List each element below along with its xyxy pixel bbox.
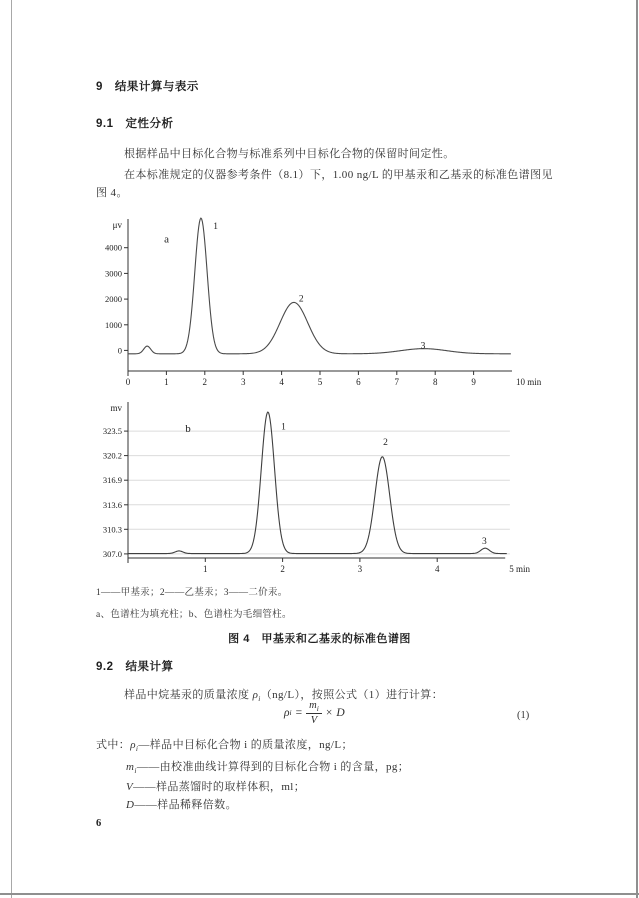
svg-text:4: 4: [279, 377, 284, 387]
svg-text:323.5: 323.5: [102, 426, 122, 437]
svg-text:4000: 4000: [105, 242, 122, 253]
eq-times: ×: [325, 707, 333, 720]
svg-text:4: 4: [434, 564, 440, 574]
svg-text:10 min: 10 min: [516, 377, 542, 387]
section-heading-9-1: 9.1 定性分析: [96, 118, 174, 130]
definition-line-d: D——样品稀释倍数。: [126, 799, 237, 811]
svg-text:0: 0: [125, 377, 131, 387]
page-edge-left: [11, 0, 12, 898]
svg-text:1: 1: [281, 422, 286, 433]
chromatogram-chart-b: [90, 393, 550, 583]
paragraph-line-1: 根据样品中目标化合物与标准系列中目标化合物的保留时间定性。: [124, 148, 455, 160]
svg-text:3000: 3000: [105, 268, 122, 279]
svg-text:6: 6: [356, 377, 361, 387]
figure-note-peaks: 1——甲基汞；2——乙基汞；3——二价汞。: [96, 588, 288, 598]
svg-text:mv: mv: [110, 403, 122, 413]
page-edge-bottom: [0, 893, 639, 895]
eq-fraction: [306, 700, 322, 726]
figure-note-columns: a、色谱柱为填充柱；b、色谱柱为毛细管柱。: [96, 610, 292, 620]
var-rho: ρ: [252, 689, 259, 701]
eq-equals: =: [295, 707, 303, 720]
svg-text:5: 5: [317, 377, 323, 387]
paragraph-line-3: 图 4。: [96, 187, 128, 199]
eq-lhs-var: ρ: [284, 707, 290, 720]
paragraph-line-2: 在本标准规定的仪器参考条件（8.1）下，1.00 ng/L 的甲基汞和乙基汞的标准色谱图见: [124, 169, 553, 181]
eq-factor: D: [336, 707, 345, 720]
svg-text:3: 3: [482, 536, 487, 547]
svg-text:a: a: [164, 233, 169, 246]
definition-line-m: $m_i——$由校准曲线计算得到的目标化合物 i 的含量，pg；: [126, 761, 410, 776]
formula-intro-text-2: （ng/L），按照公式（1）进行计算：: [260, 689, 444, 701]
svg-text:2: 2: [202, 377, 208, 387]
svg-text:1: 1: [164, 377, 169, 387]
svg-text:9: 9: [471, 377, 476, 387]
svg-text:3: 3: [357, 564, 363, 574]
section-heading-9: 9 结果计算与表示: [96, 81, 199, 93]
section-heading-9-2: 9.2 结果计算: [96, 661, 174, 673]
var-rho-sub: i: [258, 694, 261, 704]
equation-1: ρ i = $\frac{m_i}{V}$ × D: [284, 700, 345, 726]
svg-text:313.6: 313.6: [102, 499, 122, 510]
svg-text:1: 1: [203, 564, 208, 574]
svg-text:3: 3: [240, 377, 246, 387]
svg-text:b: b: [185, 422, 191, 435]
svg-text:1: 1: [213, 222, 218, 233]
svg-text:1000: 1000: [105, 319, 122, 330]
svg-text:3: 3: [420, 341, 426, 352]
where-label: 式中：: [96, 739, 131, 751]
svg-text:0: 0: [117, 345, 122, 356]
equation-number: (1): [517, 710, 530, 721]
svg-text:307.0: 307.0: [102, 548, 122, 559]
svg-text:2: 2: [280, 564, 285, 574]
svg-text:2: 2: [298, 294, 304, 305]
page-number: 6: [96, 818, 102, 829]
figure-caption: 图 4 甲基汞和乙基汞的标准色谱图: [228, 633, 411, 645]
formula-intro-text: 样品中烷基汞的质量浓度: [124, 689, 253, 701]
svg-text:7: 7: [394, 377, 400, 387]
eq-numerator: $m_i$: [306, 700, 322, 714]
svg-text:2: 2: [383, 438, 388, 449]
definition-line-rho: 式中：$\rho_i—$样品中目标化合物 i 的质量浓度，ng/L；: [96, 739, 353, 754]
svg-text:316.9: 316.9: [102, 475, 122, 486]
svg-text:310.3: 310.3: [102, 524, 122, 535]
eq-denominator: V: [310, 714, 318, 726]
chromatogram-chart-a: [90, 210, 550, 393]
svg-text:2000: 2000: [105, 294, 122, 305]
svg-text:μv: μv: [112, 220, 122, 230]
definition-line-v: V——样品蒸馏时的取样体积，ml；: [126, 781, 306, 793]
svg-text:8: 8: [432, 377, 438, 387]
svg-text:320.2: 320.2: [102, 450, 122, 461]
page-edge-right: [636, 0, 638, 898]
svg-text:5 min: 5 min: [509, 564, 530, 574]
